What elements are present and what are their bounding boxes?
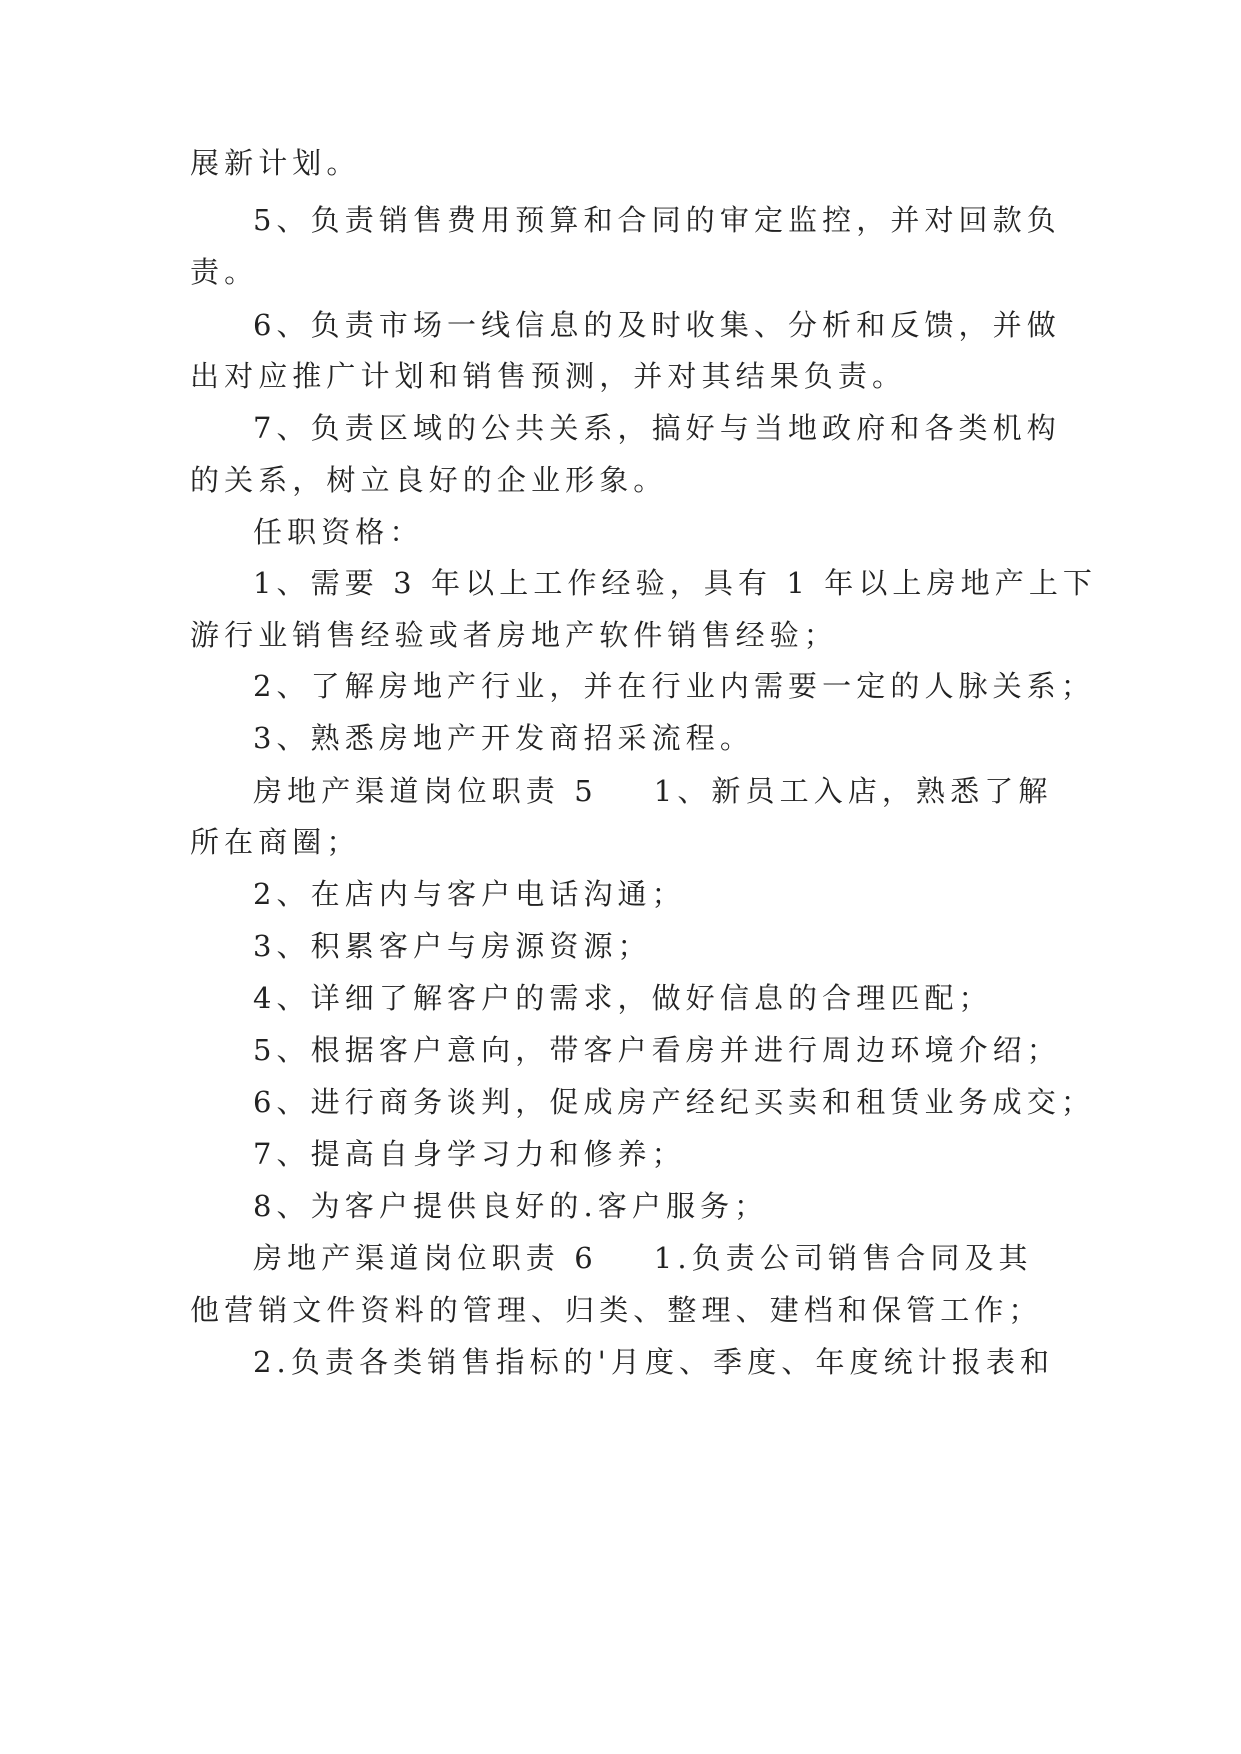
paragraph-line: 6、进行商务谈判，促成房产经纪买卖和租赁业务成交； [253,1085,1095,1119]
section-heading: 房地产渠道岗位职责 5 [253,774,598,808]
section-heading: 任职资格： [253,515,424,549]
paragraph-line: 责。 [190,255,259,289]
section-heading: 房地产渠道岗位职责 6 [253,1241,598,1275]
paragraph-line: 展新计划。 [190,146,361,180]
paragraph-line: 5、根据客户意向，带客户看房并进行周边环境介绍； [253,1033,1061,1067]
paragraph-line: 2.负责各类销售指标的'月度、季度、年度统计报表和 [253,1345,1055,1379]
paragraph-line: 的关系，树立良好的企业形象。 [190,463,668,497]
section-heading-line [253,771,1070,811]
paragraph-line: 2、在店内与客户电话沟通； [253,877,686,911]
paragraph-line: 所在商圈； [190,825,361,859]
paragraph-line: 1、需要 3 年以上工作经验，具有 1 年以上房地产上下 [253,566,1098,600]
paragraph-line: 3、积累客户与房源资源； [253,929,652,963]
paragraph-line: 5、负责销售费用预算和合同的审定监控，并对回款负 [253,203,1061,237]
paragraph-line: 3、熟悉房地产开发商招采流程。 [253,721,754,755]
paragraph-line: 出对应推广计划和销售预测，并对其结果负责。 [190,359,907,393]
paragraph-line: 7、提高自身学习力和修养； [253,1137,686,1171]
paragraph-text: 1、新员工入店，熟悉了解 [653,774,1053,808]
paragraph-line: 游行业销售经验或者房地产软件销售经验； [190,618,838,652]
paragraph-text: 1.负责公司销售合同及其 [653,1241,1033,1275]
paragraph-line: 2、了解房地产行业，并在行业内需要一定的人脉关系； [253,669,1095,703]
section-heading-line [253,1238,1070,1278]
paragraph-line: 6、负责市场一线信息的及时收集、分析和反馈，并做 [253,308,1061,342]
paragraph-line: 他营销文件资料的管理、归类、整理、建档和保管工作； [190,1293,1043,1327]
paragraph-line: 8、为客户提供良好的.客户服务； [253,1189,769,1223]
paragraph-line: 7、负责区域的公共关系，搞好与当地政府和各类机构 [253,411,1061,445]
paragraph-line: 4、详细了解客户的需求，做好信息的合理匹配； [253,981,993,1015]
